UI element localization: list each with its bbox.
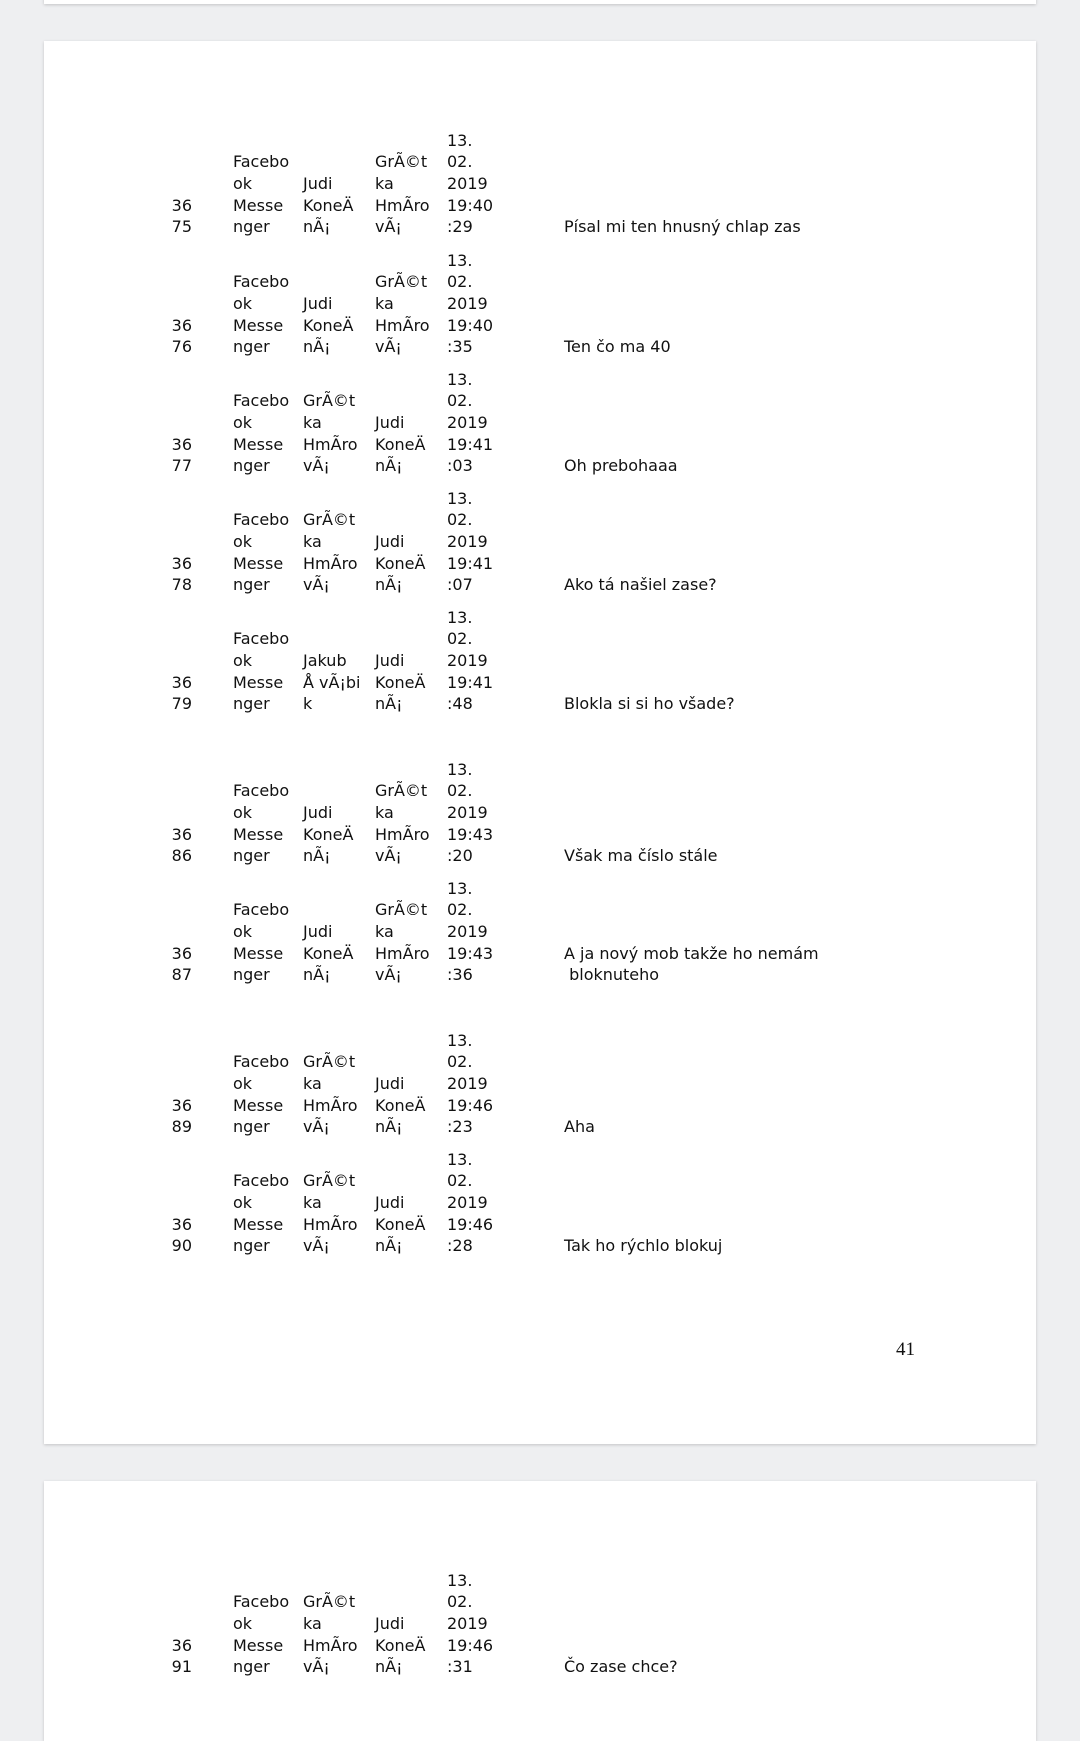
cell-line: 13. <box>447 250 473 270</box>
cell-line: 2019 <box>447 802 488 822</box>
table-row <box>44 130 1036 239</box>
cell-line: Judi <box>375 1073 405 1093</box>
cell-line: ok <box>233 921 253 941</box>
cell-line: GrÃ©t <box>375 900 428 920</box>
cell-line: GrÃ©t <box>303 1592 356 1612</box>
cell-line: 36 <box>171 1635 192 1655</box>
table-row <box>44 1030 1036 1139</box>
table-row <box>44 1570 1036 1679</box>
cell-line: 36 <box>171 943 192 963</box>
message-line: Však ma číslo stále <box>564 846 718 866</box>
cell-line: KoneÄ <box>375 434 426 454</box>
sender-cell <box>303 293 353 358</box>
cell-line: 77 <box>171 456 192 476</box>
cell-line: Judi <box>303 173 333 193</box>
cell-line: :31 <box>447 1657 473 1677</box>
cell-line: 2019 <box>447 1192 488 1212</box>
message-line: Ako tá našiel zase? <box>564 575 717 595</box>
id-cell <box>44 553 192 596</box>
service-cell <box>233 628 289 715</box>
id-cell <box>44 315 192 358</box>
message-cell <box>564 1656 864 1678</box>
cell-line: 19:46 <box>447 1214 494 1234</box>
cell-line: Messe <box>233 672 284 692</box>
table-row <box>44 759 1036 868</box>
cell-line: 19:41 <box>447 553 494 573</box>
cell-line: :03 <box>447 456 473 476</box>
cell-line: 13. <box>447 1570 473 1590</box>
cell-line: 2019 <box>447 1613 488 1633</box>
cell-line: Judi <box>375 1613 405 1633</box>
cell-line: 86 <box>171 846 192 866</box>
cell-line: vÃ¡ <box>375 846 402 866</box>
cell-line: KoneÄ <box>375 1635 426 1655</box>
cell-line: KoneÄ <box>375 1095 426 1115</box>
cell-line: 19:41 <box>447 672 494 692</box>
cell-line: 02. <box>447 1052 473 1072</box>
cell-line: KoneÄ <box>375 1214 426 1234</box>
id-cell <box>44 824 192 867</box>
cell-line: Facebo <box>233 510 290 530</box>
cell-line: vÃ¡ <box>375 337 402 357</box>
cell-line: 13. <box>447 130 473 150</box>
cell-line: HmÃro <box>375 943 430 963</box>
cell-line: nger <box>233 846 270 866</box>
cell-line: ok <box>233 173 253 193</box>
recipient-cell <box>375 151 430 238</box>
cell-line: Messe <box>233 943 284 963</box>
message-cell <box>564 693 864 715</box>
sender-cell <box>303 1591 358 1678</box>
cell-line: 13. <box>447 369 473 389</box>
cell-line: Facebo <box>233 272 290 292</box>
sender-cell <box>303 390 358 477</box>
cell-line: Judi <box>375 531 405 551</box>
message-cell <box>564 845 864 867</box>
cell-line: GrÃ©t <box>303 1171 356 1191</box>
id-cell <box>44 434 192 477</box>
cell-line: GrÃ©t <box>375 152 428 172</box>
cell-line: GrÃ©t <box>375 272 428 292</box>
timestamp-cell <box>447 607 493 716</box>
cell-line: 19:41 <box>447 434 494 454</box>
service-cell <box>233 509 289 596</box>
timestamp-cell <box>447 1030 493 1139</box>
cell-line: Messe <box>233 434 284 454</box>
cell-line: 19:43 <box>447 824 494 844</box>
cell-line: nger <box>233 694 270 714</box>
cell-line: 78 <box>171 575 192 595</box>
recipient-cell <box>375 650 425 715</box>
recipient-cell <box>375 271 430 358</box>
cell-line: :48 <box>447 694 473 714</box>
cell-line: 89 <box>171 1117 192 1137</box>
cell-line: vÃ¡ <box>375 965 402 985</box>
cell-line: ok <box>233 293 253 313</box>
service-cell <box>233 780 289 867</box>
cell-line: 13. <box>447 759 473 779</box>
service-cell <box>233 899 289 986</box>
message-line: A ja nový mob takže ho nemám <box>564 943 819 963</box>
cell-line: 2019 <box>447 650 488 670</box>
cell-line: nger <box>233 1117 270 1137</box>
cell-line: 2019 <box>447 173 488 193</box>
message-line: bloknuteho <box>564 965 660 985</box>
cell-line: KoneÄ <box>303 315 354 335</box>
cell-line: 36 <box>171 195 192 215</box>
cell-line: Messe <box>233 1214 284 1234</box>
cell-line: GrÃ©t <box>303 1052 356 1072</box>
message-cell <box>564 336 864 358</box>
cell-line: vÃ¡ <box>303 456 330 476</box>
cell-line: HmÃro <box>375 824 430 844</box>
cell-line: 36 <box>171 1095 192 1115</box>
cell-line: Jakub <box>303 650 347 670</box>
cell-line: Messe <box>233 553 284 573</box>
cell-line: 2019 <box>447 1073 488 1093</box>
cell-line: Facebo <box>233 1052 290 1072</box>
cell-line: :23 <box>447 1117 473 1137</box>
cell-line: ok <box>233 1613 253 1633</box>
timestamp-cell <box>447 878 493 987</box>
cell-line: HmÃro <box>303 1214 358 1234</box>
message-cell <box>564 455 864 477</box>
cell-line: KoneÄ <box>303 824 354 844</box>
cell-line: ka <box>303 1073 322 1093</box>
cell-line: Judi <box>375 650 405 670</box>
cell-line: vÃ¡ <box>303 575 330 595</box>
cell-line: 02. <box>447 391 473 411</box>
cell-line: Messe <box>233 1635 284 1655</box>
cell-line: nÃ¡ <box>375 456 403 476</box>
cell-line: :29 <box>447 217 473 237</box>
cell-line: 36 <box>171 434 192 454</box>
id-cell <box>44 672 192 715</box>
cell-line: HmÃro <box>303 1635 358 1655</box>
sender-cell <box>303 921 353 986</box>
recipient-cell <box>375 780 430 867</box>
cell-line: KoneÄ <box>303 195 354 215</box>
cell-line: 02. <box>447 629 473 649</box>
cell-line: 90 <box>171 1236 192 1256</box>
cell-line: ka <box>303 1613 322 1633</box>
timestamp-cell <box>447 369 493 478</box>
cell-line: Facebo <box>233 152 290 172</box>
cell-line: Facebo <box>233 391 290 411</box>
cell-line: Facebo <box>233 1592 290 1612</box>
message-line: Aha <box>564 1117 595 1137</box>
cell-line: vÃ¡ <box>303 1117 330 1137</box>
cell-line: Facebo <box>233 900 290 920</box>
table-row <box>44 1149 1036 1258</box>
message-line: Písal mi ten hnusný chlap zas <box>564 217 801 237</box>
cell-line: 36 <box>171 672 192 692</box>
document-page-41 <box>44 41 1036 1444</box>
timestamp-cell <box>447 250 493 359</box>
cell-line: Judi <box>303 293 333 313</box>
cell-line: nÃ¡ <box>375 694 403 714</box>
cell-line: 02. <box>447 1592 473 1612</box>
cell-line: ka <box>303 531 322 551</box>
cell-line: 75 <box>171 217 192 237</box>
cell-line: nger <box>233 1657 270 1677</box>
cell-line: 02. <box>447 510 473 530</box>
cell-line: 2019 <box>447 412 488 432</box>
message-cell <box>564 1116 864 1138</box>
cell-line: 87 <box>171 965 192 985</box>
sender-cell <box>303 1051 358 1138</box>
timestamp-cell <box>447 130 493 239</box>
cell-line: 36 <box>171 315 192 335</box>
cell-line: nÃ¡ <box>303 965 331 985</box>
cell-line: GrÃ©t <box>303 510 356 530</box>
cell-line: HmÃro <box>375 315 430 335</box>
cell-line: 19:43 <box>447 943 494 963</box>
message-line: Ten čo ma 40 <box>564 337 671 357</box>
cell-line: vÃ¡ <box>375 217 402 237</box>
id-cell <box>44 195 192 238</box>
cell-line: GrÃ©t <box>303 391 356 411</box>
cell-line: ka <box>375 293 394 313</box>
cell-line: HmÃro <box>303 1095 358 1115</box>
cell-line: nÃ¡ <box>303 846 331 866</box>
cell-line: Facebo <box>233 781 290 801</box>
cell-line: Messe <box>233 315 284 335</box>
service-cell <box>233 151 289 238</box>
message-line: Čo zase chce? <box>564 1657 678 1677</box>
cell-line: Messe <box>233 824 284 844</box>
table-row <box>44 250 1036 359</box>
cell-line: 02. <box>447 781 473 801</box>
cell-line: ok <box>233 531 253 551</box>
message-line: Blokla si si ho všade? <box>564 694 735 714</box>
id-cell <box>44 943 192 986</box>
cell-line: ok <box>233 1192 253 1212</box>
cell-line: 36 <box>171 824 192 844</box>
message-line: Tak ho rýchlo blokuj <box>564 1236 723 1256</box>
cell-line: nÃ¡ <box>303 337 331 357</box>
recipient-cell <box>375 531 425 596</box>
service-cell <box>233 390 289 477</box>
cell-line: 19:40 <box>447 195 494 215</box>
cell-line: 02. <box>447 272 473 292</box>
cell-line: Messe <box>233 1095 284 1115</box>
service-cell <box>233 1051 289 1138</box>
cell-line: :20 <box>447 846 473 866</box>
cell-line: ok <box>233 802 253 822</box>
service-cell <box>233 1591 289 1678</box>
timestamp-cell <box>447 488 493 597</box>
cell-line: nger <box>233 575 270 595</box>
cell-line: 2019 <box>447 531 488 551</box>
cell-line: HmÃro <box>303 434 358 454</box>
cell-line: HmÃro <box>303 553 358 573</box>
recipient-cell <box>375 412 425 477</box>
message-line: Oh prebohaaa <box>564 456 678 476</box>
sender-cell <box>303 802 353 867</box>
message-cell <box>564 1235 864 1257</box>
sender-cell <box>303 1170 358 1257</box>
cell-line: nger <box>233 965 270 985</box>
cell-line: 13. <box>447 1149 473 1169</box>
cell-line: ok <box>233 1073 253 1093</box>
cell-line: :28 <box>447 1236 473 1256</box>
cell-line: Facebo <box>233 1171 290 1191</box>
previous-page-edge <box>44 0 1036 4</box>
cell-line: 13. <box>447 1030 473 1050</box>
cell-line: ok <box>233 412 253 432</box>
sender-cell <box>303 650 360 715</box>
cell-line: ka <box>303 1192 322 1212</box>
cell-line: :07 <box>447 575 473 595</box>
cell-line: 2019 <box>447 293 488 313</box>
cell-line: :36 <box>447 965 473 985</box>
sender-cell <box>303 509 358 596</box>
cell-line: 76 <box>171 337 192 357</box>
cell-line: 13. <box>447 607 473 627</box>
table-row <box>44 878 1036 987</box>
cell-line: Judi <box>375 1192 405 1212</box>
table-row <box>44 488 1036 597</box>
cell-line: k <box>303 694 313 714</box>
service-cell <box>233 1170 289 1257</box>
timestamp-cell <box>447 759 493 868</box>
recipient-cell <box>375 1073 425 1138</box>
cell-line: KoneÄ <box>303 943 354 963</box>
cell-line: 79 <box>171 694 192 714</box>
cell-line: nÃ¡ <box>375 1236 403 1256</box>
cell-line: Judi <box>303 921 333 941</box>
id-cell <box>44 1095 192 1138</box>
cell-line: nÃ¡ <box>375 1657 403 1677</box>
cell-line: vÃ¡ <box>303 1236 330 1256</box>
cell-line: 02. <box>447 900 473 920</box>
cell-line: Judi <box>375 412 405 432</box>
cell-line: nger <box>233 456 270 476</box>
cell-line: Facebo <box>233 629 290 649</box>
id-cell <box>44 1635 192 1678</box>
cell-line: nÃ¡ <box>375 1117 403 1137</box>
cell-line: nÃ¡ <box>303 217 331 237</box>
cell-line: Å vÃ¡bi <box>303 672 361 692</box>
cell-line: GrÃ©t <box>375 781 428 801</box>
sender-cell <box>303 173 353 238</box>
cell-line: nÃ¡ <box>375 575 403 595</box>
message-cell <box>564 943 864 986</box>
cell-line: ka <box>375 921 394 941</box>
cell-line: 19:46 <box>447 1095 494 1115</box>
cell-line: 36 <box>171 1214 192 1234</box>
cell-line: 02. <box>447 1171 473 1191</box>
cell-line: ka <box>303 412 322 432</box>
cell-line: Judi <box>303 802 333 822</box>
cell-line: vÃ¡ <box>303 1657 330 1677</box>
cell-line: HmÃro <box>375 195 430 215</box>
cell-line: ka <box>375 802 394 822</box>
recipient-cell <box>375 899 430 986</box>
cell-line: nger <box>233 217 270 237</box>
table-row <box>44 369 1036 478</box>
cell-line: ok <box>233 650 253 670</box>
cell-line: KoneÄ <box>375 672 426 692</box>
cell-line: ka <box>375 173 394 193</box>
document-page-next <box>44 1481 1036 1741</box>
timestamp-cell <box>447 1570 493 1679</box>
service-cell <box>233 271 289 358</box>
cell-line: nger <box>233 337 270 357</box>
cell-line: 13. <box>447 878 473 898</box>
cell-line: 36 <box>171 553 192 573</box>
table-row <box>44 607 1036 716</box>
cell-line: 19:40 <box>447 315 494 335</box>
message-cell <box>564 216 864 238</box>
cell-line: 19:46 <box>447 1635 494 1655</box>
id-cell <box>44 1214 192 1257</box>
recipient-cell <box>375 1613 425 1678</box>
page-number: 41 <box>896 1339 915 1360</box>
cell-line: 2019 <box>447 921 488 941</box>
cell-line: KoneÄ <box>375 553 426 573</box>
cell-line: 13. <box>447 488 473 508</box>
cell-line: :35 <box>447 337 473 357</box>
timestamp-cell <box>447 1149 493 1258</box>
cell-line: 91 <box>171 1657 192 1677</box>
cell-line: Messe <box>233 195 284 215</box>
cell-line: nger <box>233 1236 270 1256</box>
cell-line: 02. <box>447 152 473 172</box>
recipient-cell <box>375 1192 425 1257</box>
message-cell <box>564 574 864 596</box>
